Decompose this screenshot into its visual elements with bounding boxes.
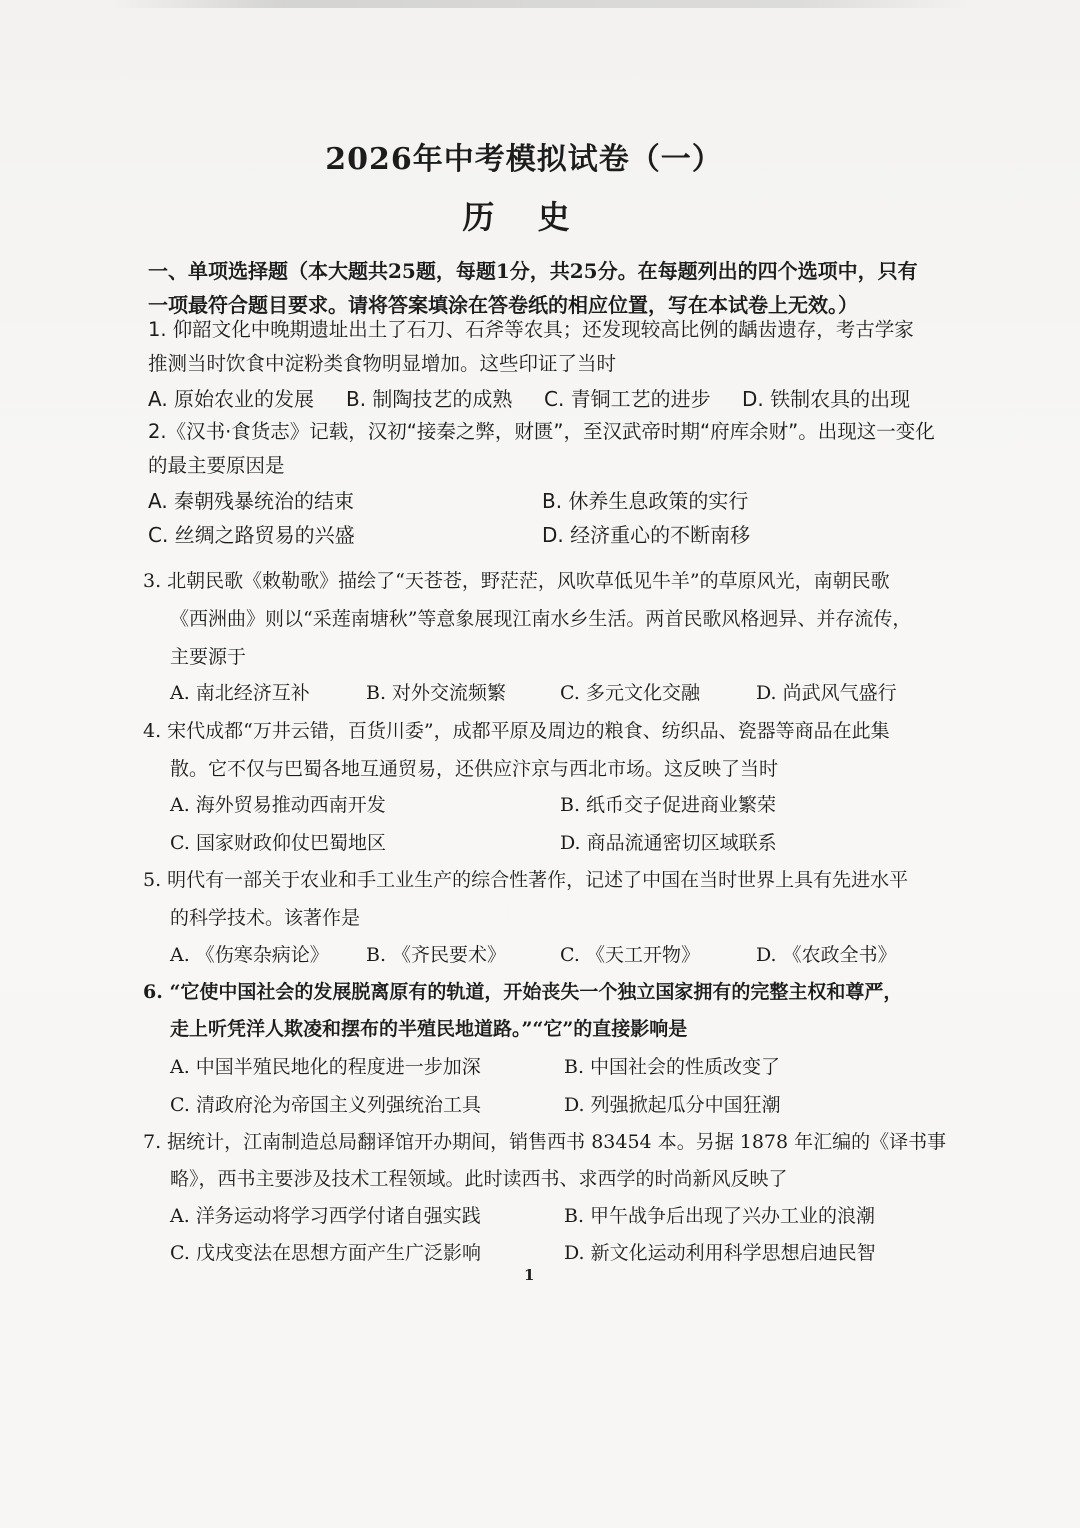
q1-option-d[interactable]: D. 铁制农具的出现 xyxy=(742,387,911,411)
section-heading: 一、单项选择题（本大题共25题，每题1分，共25分。在每题列出的四个选项中，只有一项最符合题目要求。请将答案填涂在答卷纸的相应位置，写在本试卷上无效。） xyxy=(148,259,918,317)
q2-option-c[interactable]: C. 丝绸之路贸易的兴盛 xyxy=(148,523,355,547)
q1-stem-line-2: 推测当时饮食中淀粉类食物明显增加。这些印证了当时 xyxy=(148,352,617,375)
page-number: 1 xyxy=(524,1266,535,1284)
q1-stem-line-1: 1. 仰韶文化中晚期遗址出土了石刀、石斧等农具；还发现较高比例的龋齿遗存，考古学家 xyxy=(148,318,914,341)
q7-stem-line-1: 7. 据统计，江南制造总局翻译馆开办期间，销售西书 83454 本。另据 1878 年汇编的《译书事 xyxy=(143,1131,947,1153)
q2-option-d[interactable]: D. 经济重心的不断南移 xyxy=(542,523,751,547)
q7-option-b[interactable]: B. 甲午战争后出现了兴办工业的浪潮 xyxy=(564,1205,876,1227)
q2-option-a[interactable]: A. 秦朝残暴统治的结束 xyxy=(148,489,355,513)
q6-stem-line-2: 走上听凭洋人欺凌和摆布的半殖民地道路。”“它”的直接影响是 xyxy=(170,1018,688,1040)
q7-stem-line-2: 略》，西书主要涉及技术工程领域。此时读西书、求西学的时尚新风反映了 xyxy=(170,1168,788,1190)
q3-stem-line-3: 主要源于 xyxy=(170,646,247,668)
q3-option-c[interactable]: C. 多元文化交融 xyxy=(560,682,700,704)
q6-option-c[interactable]: C. 清政府沦为帝国主义列强统治工具 xyxy=(170,1094,481,1116)
q5-option-b[interactable]: B. 《齐民要术》 xyxy=(366,944,507,966)
q5-stem-line-2: 的科学技术。该著作是 xyxy=(170,907,361,929)
q1-option-a[interactable]: A. 原始农业的发展 xyxy=(148,387,315,411)
q4-option-d[interactable]: D. 商品流通密切区域联系 xyxy=(560,832,777,854)
q5-option-a[interactable]: A. 《伤寒杂病论》 xyxy=(170,944,329,966)
q7-option-c[interactable]: C. 戊戌变法在思想方面产生广泛影响 xyxy=(170,1242,481,1264)
q4-stem-line-1: 4. 宋代成都“万井云错，百货川委”，成都平原及周边的粮食、纺织品、瓷器等商品在此集 xyxy=(143,720,890,742)
q1-option-c[interactable]: C. 青铜工艺的进步 xyxy=(544,387,711,411)
q3-option-b[interactable]: B. 对外交流频繁 xyxy=(366,682,507,704)
q4-option-b[interactable]: B. 纸币交子促进商业繁荣 xyxy=(560,794,777,816)
q3-option-d[interactable]: D. 尚武风气盛行 xyxy=(756,682,897,704)
q5-stem-line-1: 5. 明代有一部关于农业和手工业生产的综合性著作，记述了中国在当时世界上具有先进水平 xyxy=(143,869,909,891)
q7-option-d[interactable]: D. 新文化运动利用科学思想启迪民智 xyxy=(564,1242,876,1264)
q5-option-d[interactable]: D. 《农政全书》 xyxy=(756,944,897,966)
q2-option-b[interactable]: B. 休养生息政策的实行 xyxy=(542,489,749,513)
q7-option-a[interactable]: A. 洋务运动将学习西学付诸自强实践 xyxy=(170,1205,481,1227)
scan-shadow xyxy=(110,0,970,8)
q2-stem-line-2: 的最主要原因是 xyxy=(148,454,285,477)
q4-stem-line-2: 散。它不仅与巴蜀各地互通贸易，还供应汴京与西北市场。这反映了当时 xyxy=(170,758,779,780)
subject-title: 历 史 xyxy=(462,198,586,236)
q6-option-a[interactable]: A. 中国半殖民地化的程度进一步加深 xyxy=(170,1056,481,1078)
q3-stem-line-2: 《西洲曲》则以“采莲南塘秋”等意象展现江南水乡生活。两首民歌风格迥异、并存流传， xyxy=(170,608,912,630)
exam-title: 2026年中考模拟试卷（一） xyxy=(325,142,723,177)
q6-option-b[interactable]: B. 中国社会的性质改变了 xyxy=(564,1056,781,1078)
q2-stem-line-1: 2.《汉书·食货志》记载，汉初“接秦之弊，财匮”，至汉武帝时期“府库余财”。出现这一变化 xyxy=(148,420,935,443)
q4-option-a[interactable]: A. 海外贸易推动西南开发 xyxy=(170,794,386,816)
q6-option-d[interactable]: D. 列强掀起瓜分中国狂潮 xyxy=(564,1094,781,1116)
q1-option-b[interactable]: B. 制陶技艺的成熟 xyxy=(346,387,513,411)
q6-stem-line-1: 6. “它使中国社会的发展脱离原有的轨道，开始丧失一个独立国家拥有的完整主权和尊严， xyxy=(143,981,903,1003)
q3-option-a[interactable]: A. 南北经济互补 xyxy=(170,682,310,704)
q3-stem-line-1: 3. 北朝民歌《敕勒歌》描绘了“天苍苍，野茫茫，风吹草低见牛羊”的草原风光，南朝民歌 xyxy=(143,570,890,592)
q5-option-c[interactable]: C. 《天工开物》 xyxy=(560,944,700,966)
q4-option-c[interactable]: C. 国家财政仰仗巴蜀地区 xyxy=(170,832,386,854)
